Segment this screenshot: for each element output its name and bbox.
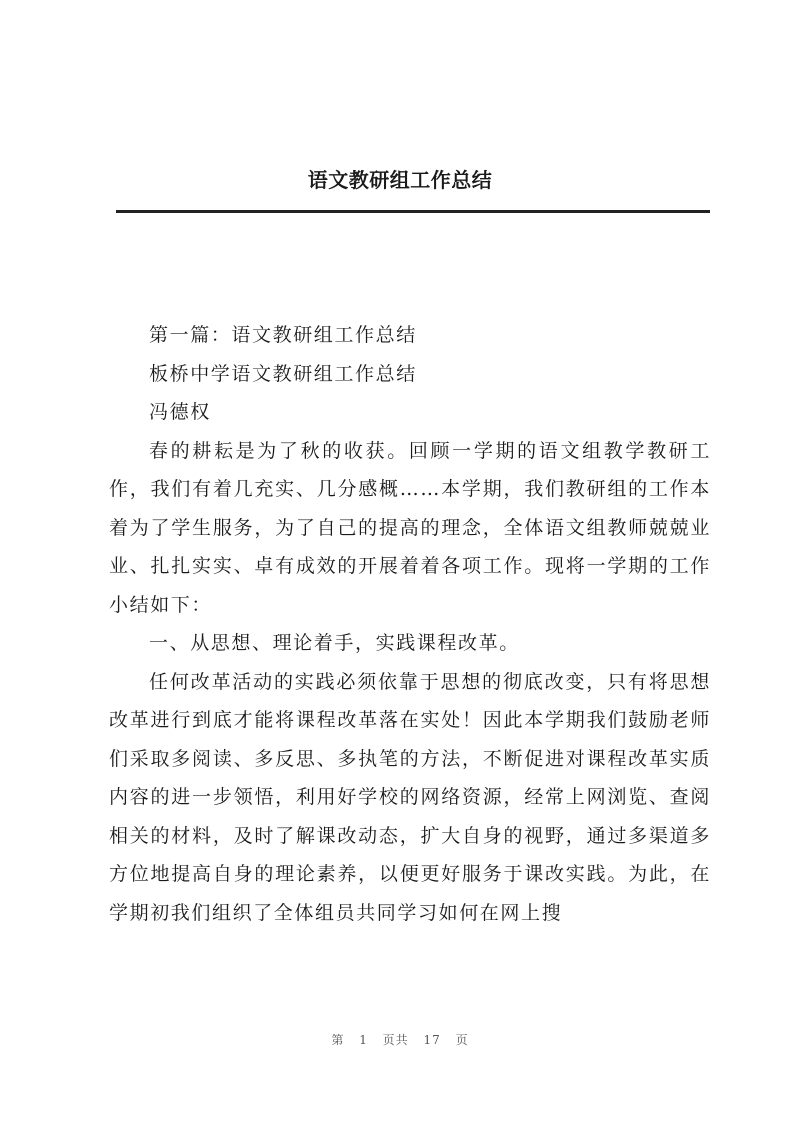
footer-total-pages: 17 — [423, 1033, 441, 1047]
paragraph-body: 任何改革活动的实践必须依靠于思想的彻底改变，只有将思想改革进行到底才能将课程改革落在实处！因此本学期我们鼓励老师们采取多阅读、多反思、多执笔的方法，不断促进对课程改革实质内容的进一步领悟，利用好学校的网络资源，经常上网浏览、查阅相关的材料，及时了解课改动态，扩大自身的视野，通过多渠道多方位地提高自身的理论素养，以便更好服务于课改实践。为此，在学期初我们组织了全体组员共同学习如何在网上搜 — [109, 670, 711, 924]
footer-total-prefix: 页共 — [382, 1033, 409, 1047]
document-title: 语文教研组工作总结 — [307, 168, 493, 192]
subtitle: 板桥中学语文教研组工作总结 — [149, 362, 417, 385]
section-heading: 第一篇：语文教研组工作总结 — [149, 324, 417, 346]
title-underline — [116, 210, 710, 213]
page-footer — [0, 1031, 800, 1048]
author: 冯德权 — [149, 401, 211, 423]
footer-current-page: 1 — [359, 1033, 368, 1047]
footer-total-suffix: 页 — [455, 1033, 469, 1047]
section-heading-1: 一、从思想、理论着手，实践课程改革。 — [149, 632, 520, 654]
footer-page-label: 第 — [331, 1033, 345, 1047]
paragraph-intro: 春的耕耘是为了秋的收获。回顾一学期的语文组教学教研工作，我们有着几充实、几分感概……本学期，我们教研组的工作本着为了学生服务，为了自己的提高的理念，全体语文组教师兢兢业业、扎扎实实、卓有成效的开展着着各项工作。现将一学期的工作小结如下： — [109, 439, 711, 616]
document-body — [109, 316, 711, 932]
